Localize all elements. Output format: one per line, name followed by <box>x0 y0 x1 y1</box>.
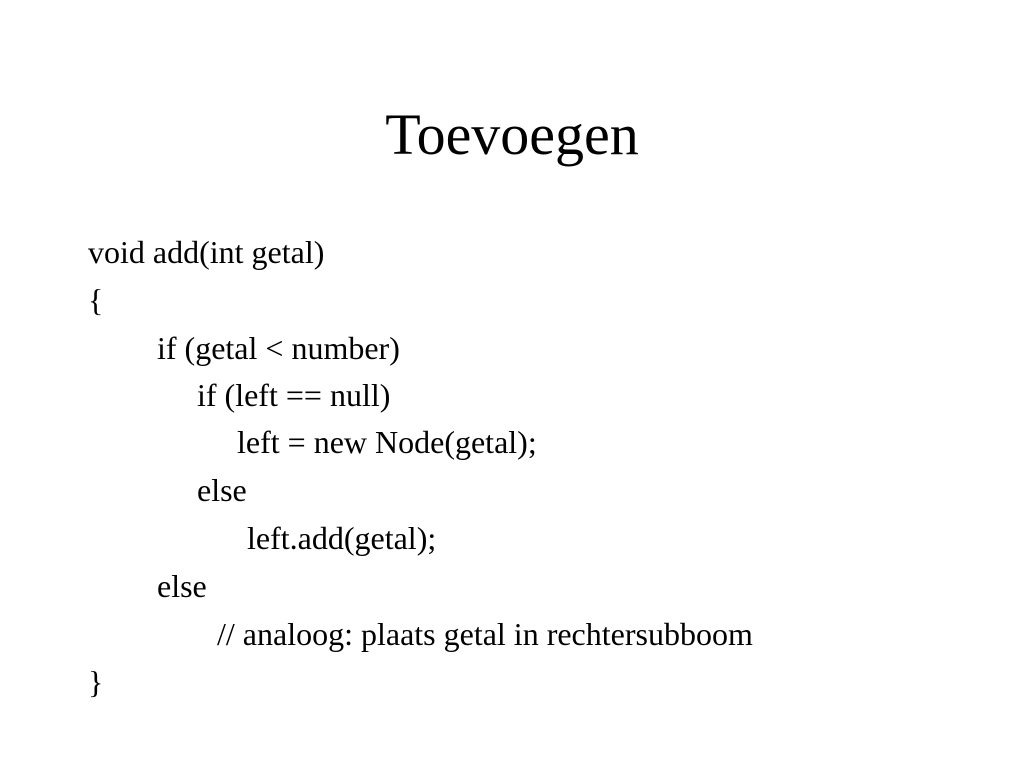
code-line-if-less: if (getal < number) <box>157 330 400 366</box>
code-line-open-brace: { <box>88 282 104 318</box>
code-line-method-signature: void add(int getal) <box>88 234 325 270</box>
code-line-comment: // analoog: plaats getal in rechtersubboom <box>217 616 753 652</box>
code-line-left-add: left.add(getal); <box>247 520 437 556</box>
slide-title: Toevoegen <box>385 102 639 167</box>
code-line-inner-else: else <box>197 472 247 508</box>
code-line-new-node: left = new Node(getal); <box>237 424 537 460</box>
code-line-outer-else: else <box>157 568 207 604</box>
code-line-close-brace: } <box>88 664 104 700</box>
code-line-if-left-null: if (left == null) <box>197 377 391 413</box>
